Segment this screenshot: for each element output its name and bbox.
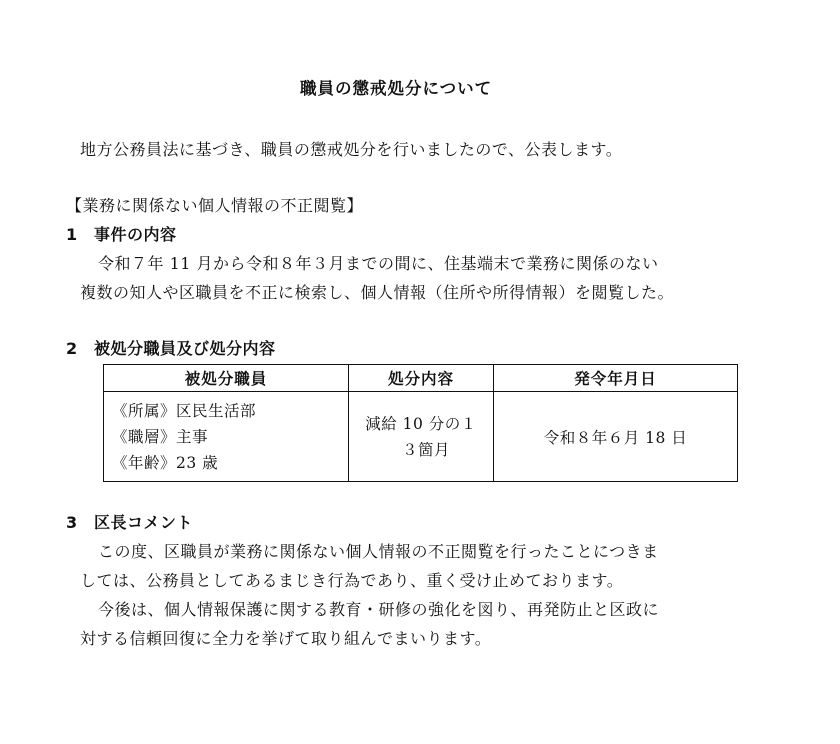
employee-cell xyxy=(104,392,349,482)
section-1-text-line: 複数の知人や区職員を不正に検索し、個人情報（住所や所得情報）を閲覧した。 xyxy=(80,283,675,302)
section-number: 3 xyxy=(66,513,78,532)
case-heading: 【業務に関係ない個人情報の不正閲覧】 xyxy=(66,196,364,215)
section-title: 区長コメント xyxy=(94,513,194,532)
table-header-punishment: 処分内容 xyxy=(349,365,494,392)
section-title: 被処分職員及び処分内容 xyxy=(94,339,276,358)
section-title: 事件の内容 xyxy=(94,225,177,244)
section-number: 2 xyxy=(66,339,78,358)
section-1-heading xyxy=(66,224,177,246)
employee-affiliation: 《所属》区民生活部 xyxy=(112,401,257,420)
table-header-employee: 被処分職員 xyxy=(104,365,349,392)
intro-paragraph: 地方公務員法に基づき、職員の懲戒処分を行いましたので、公表します。 xyxy=(80,140,623,159)
section-3-heading xyxy=(66,512,193,534)
issue-date-cell: 令和８年６月 18 日 xyxy=(494,392,738,482)
punishment-cell xyxy=(349,392,494,482)
section-3-text-line: 対する信頼回復に全力を挙げて取り組んでまいります。 xyxy=(80,629,492,648)
section-3-text-line: 今後は、個人情報保護に関する教育・研修の強化を図り、再発防止と区政に xyxy=(98,600,660,619)
page-title: 職員の懲戒処分について xyxy=(300,79,493,98)
employee-rank: 《職層》主事 xyxy=(112,427,209,446)
table-header-row xyxy=(104,365,738,392)
employee-age: 《年齢》23 歳 xyxy=(112,453,219,472)
section-3-text-line: しては、公務員としてあるまじき行為であり、重く受け止めております。 xyxy=(80,571,624,590)
disciplinary-table xyxy=(103,364,738,482)
table-row xyxy=(104,392,738,482)
section-number: 1 xyxy=(66,225,78,244)
section-3-text-line: この度、区職員が業務に関係ない個人情報の不正閲覧を行ったことにつきま xyxy=(98,542,659,561)
punishment-duration: ３箇月 xyxy=(401,440,450,459)
section-2-heading xyxy=(66,338,276,360)
punishment-type: 減給 10 分の１ xyxy=(365,414,477,433)
table-header-date: 発令年月日 xyxy=(494,365,738,392)
section-1-text-line: 令和７年 11 月から令和８年３月までの間に、住基端末で業務に関係のない xyxy=(98,254,659,273)
